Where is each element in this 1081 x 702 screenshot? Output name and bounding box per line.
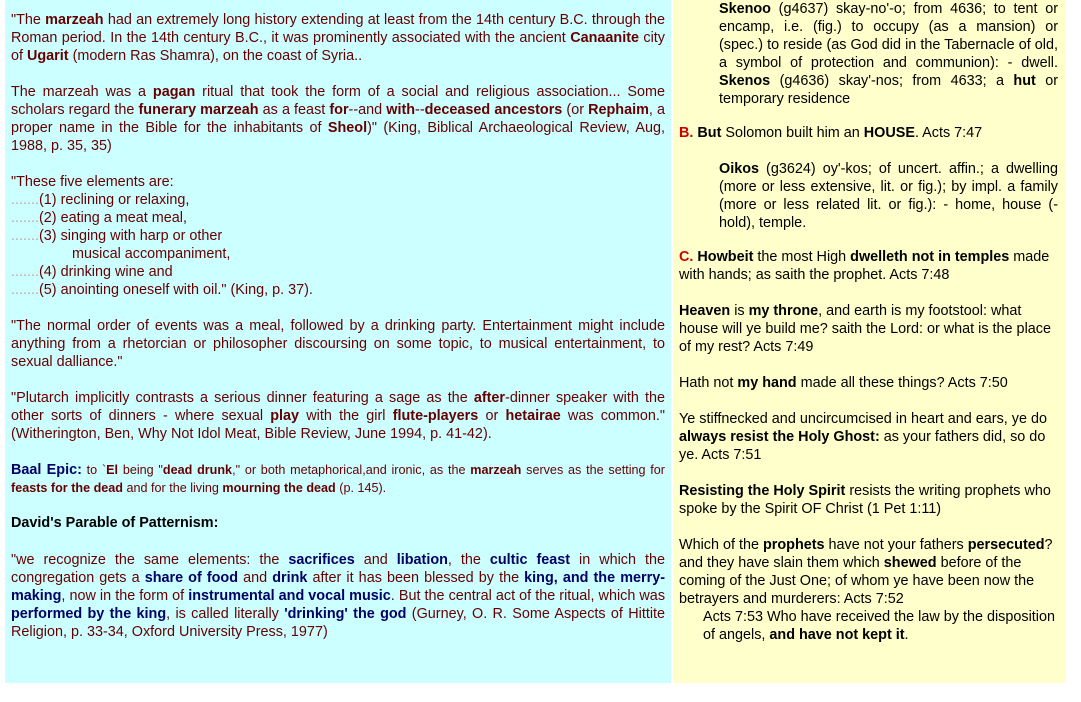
term-rephaim: Rephaim (588, 102, 649, 118)
text: and (238, 570, 273, 586)
text: ," or both metaphorical,and ironic, as the (232, 463, 471, 477)
term-with: with (386, 102, 416, 118)
term-el: El (106, 463, 119, 477)
list-item: .......(5) anointing oneself with oil." (King, p. 37). (11, 282, 313, 298)
term-after: after (473, 390, 506, 406)
term-shewed: shewed (883, 555, 937, 571)
term-marzeah: marzeah (45, 12, 104, 28)
text: The marzeah was a (11, 84, 153, 100)
term-resisting-holy-spirit: Resisting the Holy Spirit (679, 483, 846, 499)
text: was common." (Witherington, Ben, Why Not Idol Meat, Bible Review, June 1994, p. 41-42). (11, 408, 666, 442)
text: . But the central act of the ritual, which was (390, 588, 666, 604)
point-c: C. Howbeit the most High dwelleth not in temples made with hands; as saith the prophet. Acts 7:48 (679, 249, 1050, 283)
text: -dinner speaker with the other sorts of dinners - where sexual (11, 390, 665, 424)
text: and (354, 552, 397, 568)
baal-epic-label: Baal Epic: (11, 462, 82, 478)
text: as a feast (258, 102, 330, 118)
text: and for the living (122, 481, 223, 495)
list-item: .......(1) reclining or relaxing, (11, 192, 190, 208)
point-b: B. But Solomon built him an HOUSE. Acts 7:47 (679, 125, 983, 141)
term-mourning-the-dead: mourning the dead (222, 481, 336, 495)
term-funerary-marzeah: funerary marzeah (138, 102, 259, 118)
term-libation: libation (396, 552, 448, 568)
term-persecuted: persecuted (967, 537, 1045, 553)
skenoo-definition (679, 0, 1058, 108)
text: (g4636) skay'-nos; from 4633; a (770, 73, 1014, 89)
term-dead-drunk: dead drunk (162, 463, 233, 477)
term-performed-by-king: performed by the king (11, 606, 167, 622)
text: to ` (81, 463, 107, 477)
term-sacrifices: sacrifices (288, 552, 355, 568)
term-skenoo: Skenoo (719, 1, 771, 17)
term-hut: hut (1013, 73, 1036, 89)
text: (or (562, 102, 589, 118)
five-elements-list (11, 173, 665, 299)
term-dwelleth-not-in-temples: dwelleth not in temples (850, 249, 1010, 265)
term-marzeah: marzeah (470, 463, 522, 477)
left-column (5, 0, 671, 683)
text: ritual that took the form of a social and religious association... Some scholars regard the (11, 84, 665, 118)
marzeah-history-paragraph (11, 11, 665, 65)
term-my-throne: my throne (748, 303, 819, 319)
term-king-merry-making: king, and the merry-making (11, 570, 665, 604)
text: )" (King, Biblical Archaeological Review, Aug, 1988, p. 35, 35) (11, 120, 665, 154)
list-item: .......(2) eating a meat meal, (11, 210, 187, 226)
term-play: play (270, 408, 300, 424)
text: or temporary residence (719, 73, 1059, 107)
dot-leader: ....... (11, 264, 39, 280)
normal-order-paragraph: "The normal order of events was a meal, followed by a drinking party. Entertainment might include anything from a rhetorcian or philosopher discoursing on some topic, to musical entertainment, to sexual dalliance." (11, 318, 665, 370)
list-intro: "These five elements are: (11, 174, 174, 190)
text: (Gurney, O. R. Some Aspects of Hittite Religion, p. 33-34, Oxford University Press, 1977) (11, 606, 666, 640)
text: city of (11, 30, 665, 64)
term-for: for (329, 102, 349, 118)
term-skenos: Skenos (719, 73, 771, 89)
dot-leader: ....... (11, 228, 39, 244)
term-share-of-food: share of food (144, 570, 239, 586)
which-prophets-verse: Which of the prophets have not your fathers persecuted? and they have slain them which shewed before of the coming of the Just One; of whom ye have been now the betrayers and murderers: Acts 7:52 (679, 537, 1053, 607)
hath-not-verse: Hath not my hand made all these things? Acts 7:50 (679, 375, 1008, 391)
right-column (673, 0, 1066, 683)
text: (modern Ras Shamra), on the coast of Syria.. (68, 48, 363, 64)
section-heading: David's Parable of Patternism: (11, 515, 219, 531)
text: in which the congregation gets a (11, 552, 665, 586)
text: serves as the setting for (521, 463, 665, 477)
list-item: .......(3) singing with harp or other (11, 228, 223, 244)
dot-leader: ....... (11, 192, 39, 208)
text: "we recognize the same elements: the (11, 552, 289, 568)
term-cultic-feast: cultic feast (489, 552, 571, 568)
term-oikos: Oikos (719, 161, 759, 177)
text: had an extremely long history extending at least from the 14th century B.C. through the Roman period. In the 14th century B.C., it was prominently associated with the ancient (11, 12, 665, 46)
term-my-hand: my hand (737, 375, 797, 391)
term-deceased-ancestors: deceased ancestors (424, 102, 563, 118)
heaven-verse: Heaven is my throne, and earth is my footstool: what house will ye build me? saith the Lord: or what is the place of my rest? Acts 7:49 (679, 303, 1051, 355)
term-feasts-for-the-dead: feasts for the dead (11, 481, 123, 495)
text: with the girl (299, 408, 393, 424)
text: , is called literally (166, 606, 285, 622)
text: (p. 145). (335, 481, 387, 495)
text: , now in the form of (61, 588, 189, 604)
list-item-continuation: musical accompaniment, (72, 246, 231, 262)
point-letter: C. (679, 249, 694, 265)
text: "Plutarch implicitly contrasts a serious dinner featuring a sage as the (11, 390, 474, 406)
term-canaanite: Canaanite (570, 30, 639, 46)
dot-leader: ....... (11, 282, 39, 298)
list-item: .......(4) drinking wine and (11, 264, 173, 280)
text: after it has been blessed by the (307, 570, 525, 586)
term-have-not-kept-it: and have not kept it (769, 627, 905, 643)
term-heaven: Heaven (679, 303, 731, 319)
acts-753-verse: Acts 7:53 Who have received the law by the disposition of angels, and have not kept it. (703, 609, 1055, 643)
baal-epic-paragraph (11, 461, 665, 497)
term-ugarit: Ugarit (27, 48, 69, 64)
oikos-definition: Oikos (g3624) oy'-kos; of uncert. affin.; a dwelling (more or less extensive, lit. or fig.); by impl. a family (more or less related lit. or fig.): - home, house (-hold), temple. (719, 161, 1058, 231)
text: being " (118, 463, 163, 477)
text: --and (348, 102, 387, 118)
term-flute-players: flute-players (392, 408, 479, 424)
term-prophets: prophets (762, 537, 825, 553)
point-letter: B. (679, 125, 694, 141)
term-hetairae: hetairae (505, 408, 561, 424)
dot-leader: ....... (11, 210, 39, 226)
text: (g4637) skay-no'-o; from 4636; to tent or encamp, i.e. (fig.) to occupy (as a mansion) or (spec.) to reside (as God did in the Tabernacle of old, a symbol of protection and communion): - dwell. (719, 1, 1058, 71)
pagan-ritual-paragraph (11, 83, 665, 155)
term-house: HOUSE (863, 125, 915, 141)
term-drink: drink (272, 570, 308, 586)
term-always-resist: always resist the Holy Ghost: (679, 429, 880, 445)
term-drinking-the-god: 'drinking' the god (284, 606, 407, 622)
text: , the (447, 552, 490, 568)
plutarch-paragraph (11, 389, 665, 443)
text: , a proper name in the Bible for the inhabitants of (11, 102, 666, 136)
term-pagan: pagan (152, 84, 196, 100)
text: -- (415, 102, 425, 118)
term-sheol: Sheol (327, 120, 368, 136)
resisting-paragraph: Resisting the Holy Spirit resists the writing prophets who spoke by the Spirit OF Christ (1 Pet 1:11) (679, 483, 1051, 517)
text: or (478, 408, 506, 424)
stiffnecked-verse: Ye stiffnecked and uncircumcised in heart and ears, ye do always resist the Holy Ghost: as your fathers did, so do ye. Acts 7:51 (679, 411, 1047, 463)
text: "The (11, 12, 46, 28)
term-instrumental-vocal-music: instrumental and vocal music (188, 588, 391, 604)
patternism-paragraph (11, 551, 665, 641)
